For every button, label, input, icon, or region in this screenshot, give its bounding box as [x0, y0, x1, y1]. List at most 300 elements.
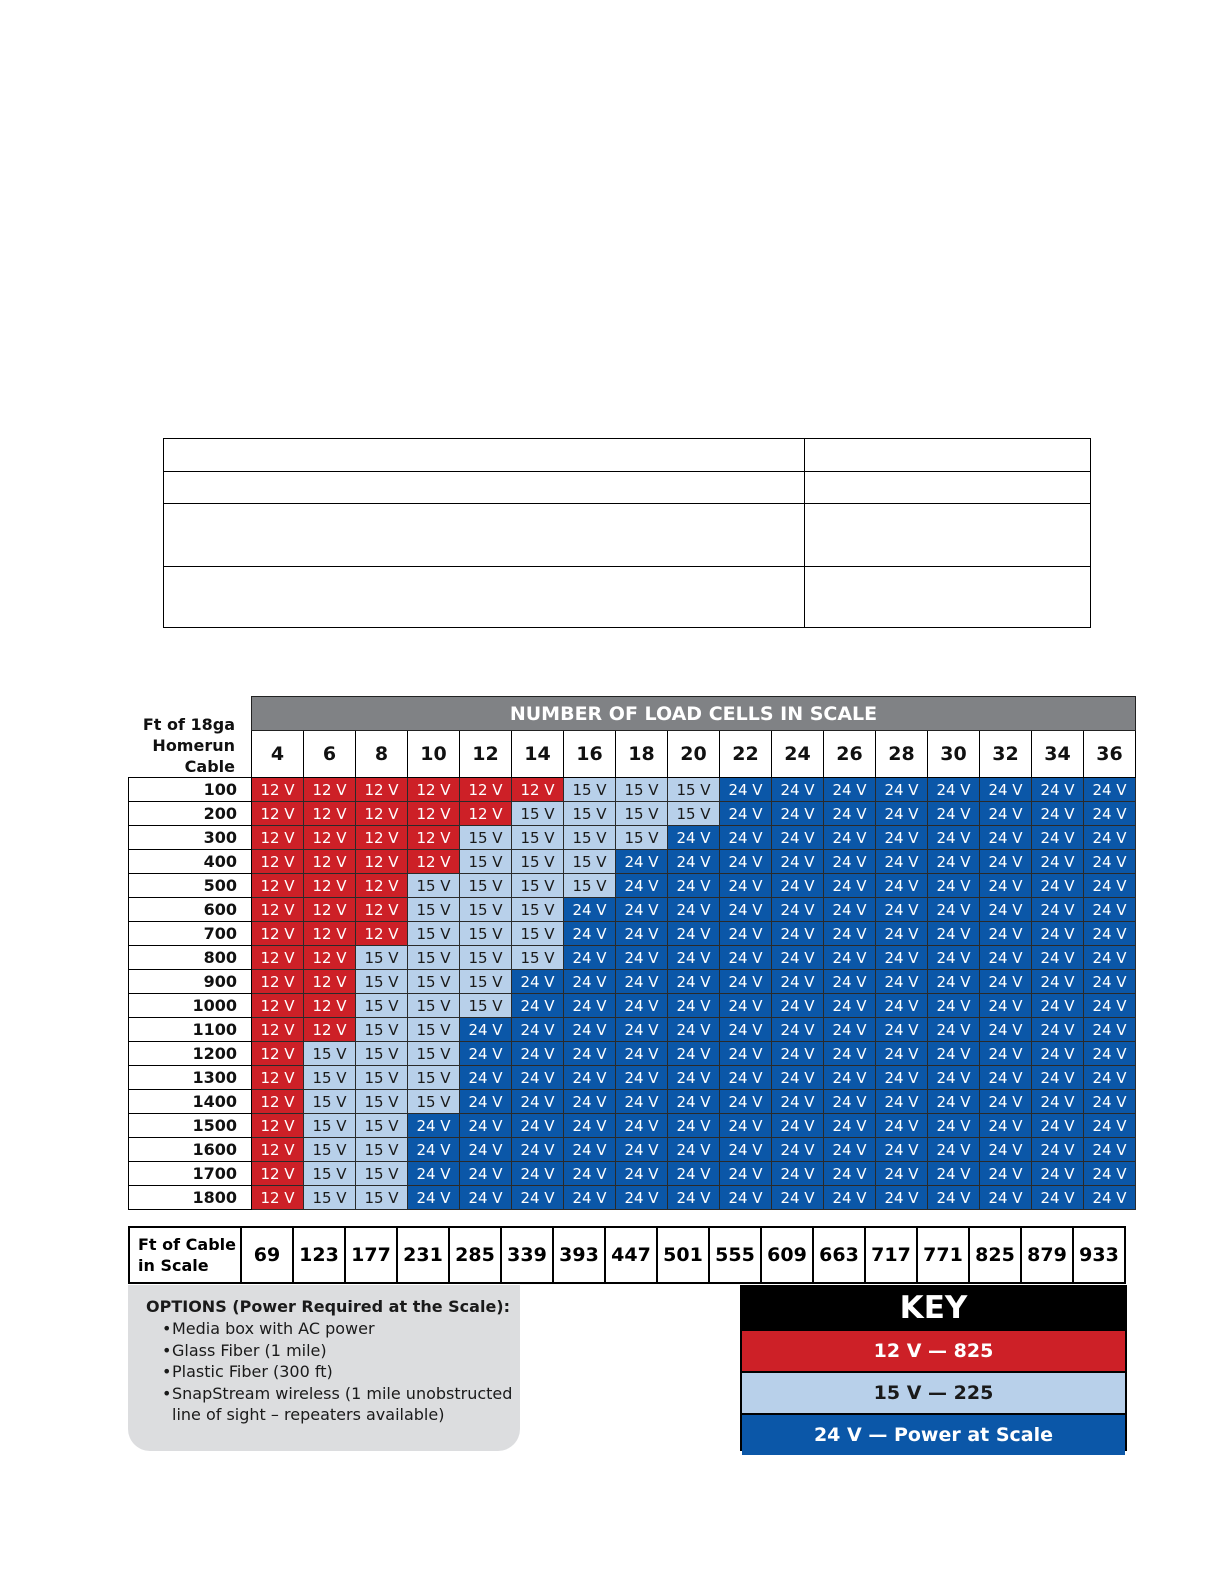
voltage-cell-24v: 24 V: [512, 1090, 564, 1114]
voltage-cell-24v: 24 V: [1032, 994, 1084, 1018]
voltage-cell-12v: 12 V: [304, 1018, 356, 1042]
voltage-cell-24v: 24 V: [772, 850, 824, 874]
voltage-cell-24v: 24 V: [720, 1186, 772, 1210]
voltage-cell-15v: 15 V: [460, 874, 512, 898]
voltage-cell-24v: 24 V: [512, 1162, 564, 1186]
voltage-cell-12v: 12 V: [408, 826, 460, 850]
table-row: [129, 826, 1136, 850]
load-cell-count-header: 4: [252, 731, 304, 778]
voltage-cell-12v: 12 V: [252, 970, 304, 994]
voltage-cell-24v: 24 V: [772, 946, 824, 970]
voltage-cell-12v: 12 V: [252, 898, 304, 922]
voltage-cell-15v: 15 V: [356, 1042, 408, 1066]
voltage-cell-24v: 24 V: [876, 1066, 928, 1090]
voltage-cell-24v: 24 V: [1084, 802, 1136, 826]
cable-length-value: 609: [761, 1227, 813, 1283]
voltage-cell-24v: 24 V: [1084, 1090, 1136, 1114]
cable-row-header: Ft of Cable in Scale: [129, 1227, 241, 1283]
voltage-cell-15v: 15 V: [512, 946, 564, 970]
voltage-cell-24v: 24 V: [824, 922, 876, 946]
table-row: [129, 874, 1136, 898]
cable-length-label: 1700: [129, 1162, 252, 1186]
voltage-cell-15v: 15 V: [460, 850, 512, 874]
voltage-cell-24v: 24 V: [720, 874, 772, 898]
table-row: [129, 922, 1136, 946]
load-cell-count-header: 8: [356, 731, 408, 778]
voltage-cell-24v: 24 V: [1084, 946, 1136, 970]
voltage-cell-24v: 24 V: [564, 994, 616, 1018]
cable-length-label: 100: [129, 778, 252, 802]
voltage-cell-15v: 15 V: [460, 994, 512, 1018]
voltage-cell-15v: 15 V: [512, 922, 564, 946]
voltage-cell-24v: 24 V: [1084, 1018, 1136, 1042]
voltage-cell-12v: 12 V: [408, 778, 460, 802]
axis-title: Ft of 18ga Homerun Cable: [142, 715, 235, 776]
voltage-cell-15v: 15 V: [408, 1018, 460, 1042]
cable-length-value: 879: [1021, 1227, 1073, 1283]
voltage-cell-24v: 24 V: [876, 1162, 928, 1186]
voltage-cell-24v: 24 V: [980, 1162, 1032, 1186]
voltage-cell-12v: 12 V: [512, 778, 564, 802]
blank-form-table: [163, 438, 1091, 628]
load-cell-count-header: 24: [772, 731, 824, 778]
voltage-cell-24v: 24 V: [824, 1114, 876, 1138]
voltage-cell-15v: 15 V: [408, 970, 460, 994]
voltage-cell-12v: 12 V: [252, 1066, 304, 1090]
voltage-cell-24v: 24 V: [928, 994, 980, 1018]
form-cell: [164, 439, 805, 472]
voltage-cell-24v: 24 V: [824, 970, 876, 994]
voltage-cell-24v: 24 V: [772, 1066, 824, 1090]
voltage-cell-12v: 12 V: [304, 946, 356, 970]
voltage-cell-24v: 24 V: [824, 874, 876, 898]
voltage-cell-24v: 24 V: [980, 1042, 1032, 1066]
load-cell-count-header: 32: [980, 731, 1032, 778]
cable-length-value: 933: [1073, 1227, 1125, 1283]
voltage-cell-24v: 24 V: [720, 778, 772, 802]
table-row: [129, 1066, 1136, 1090]
voltage-cell-24v: 24 V: [824, 1162, 876, 1186]
voltage-cell-12v: 12 V: [252, 994, 304, 1018]
voltage-cell-24v: 24 V: [1032, 802, 1084, 826]
cable-length-label: 1300: [129, 1066, 252, 1090]
voltage-cell-24v: 24 V: [772, 922, 824, 946]
voltage-cell-24v: 24 V: [720, 946, 772, 970]
voltage-cell-24v: 24 V: [668, 1186, 720, 1210]
load-cell-count-header: 22: [720, 731, 772, 778]
voltage-cell-15v: 15 V: [408, 1066, 460, 1090]
voltage-cell-12v: 12 V: [252, 874, 304, 898]
options-title: OPTIONS (Power Required at the Scale):: [146, 1297, 510, 1316]
voltage-cell-24v: 24 V: [1032, 1114, 1084, 1138]
voltage-cell-24v: 24 V: [616, 874, 668, 898]
voltage-cell-24v: 24 V: [668, 1018, 720, 1042]
voltage-cell-24v: 24 V: [876, 946, 928, 970]
voltage-cell-15v: 15 V: [356, 1066, 408, 1090]
cable-length-value: 447: [605, 1227, 657, 1283]
voltage-cell-12v: 12 V: [408, 802, 460, 826]
voltage-cell-24v: 24 V: [720, 1042, 772, 1066]
voltage-cell-24v: 24 V: [1032, 970, 1084, 994]
voltage-cell-24v: 24 V: [616, 1114, 668, 1138]
voltage-cell-24v: 24 V: [564, 1138, 616, 1162]
cable-length-label: 700: [129, 922, 252, 946]
voltage-cell-12v: 12 V: [356, 778, 408, 802]
voltage-cell-24v: 24 V: [720, 850, 772, 874]
key-row: 24 V — Power at Scale: [742, 1413, 1125, 1455]
voltage-cell-12v: 12 V: [252, 1114, 304, 1138]
voltage-cell-15v: 15 V: [408, 1090, 460, 1114]
cable-length-label: 300: [129, 826, 252, 850]
cable-length-label: 1200: [129, 1042, 252, 1066]
voltage-cell-24v: 24 V: [512, 1138, 564, 1162]
voltage-cell-15v: 15 V: [304, 1138, 356, 1162]
voltage-cell-24v: 24 V: [668, 1114, 720, 1138]
key-row: 12 V — 825: [742, 1329, 1125, 1371]
load-cell-count-header: 36: [1084, 731, 1136, 778]
voltage-cell-24v: 24 V: [616, 898, 668, 922]
voltage-cell-12v: 12 V: [252, 1090, 304, 1114]
cable-length-value: 339: [501, 1227, 553, 1283]
cable-length-value: 825: [969, 1227, 1021, 1283]
voltage-cell-24v: 24 V: [876, 994, 928, 1018]
form-cell: [164, 504, 805, 566]
voltage-cell-12v: 12 V: [252, 826, 304, 850]
cable-length-value: 717: [865, 1227, 917, 1283]
table-row: [129, 778, 1136, 802]
cable-length-value: 177: [345, 1227, 397, 1283]
voltage-cell-24v: 24 V: [1084, 874, 1136, 898]
voltage-cell-12v: 12 V: [252, 1186, 304, 1210]
voltage-cell-24v: 24 V: [720, 970, 772, 994]
voltage-cell-24v: 24 V: [720, 994, 772, 1018]
voltage-cell-24v: 24 V: [928, 1114, 980, 1138]
voltage-cell-24v: 24 V: [928, 1066, 980, 1090]
table-row: [129, 1090, 1136, 1114]
voltage-cell-24v: 24 V: [772, 994, 824, 1018]
load-cell-count-header: 30: [928, 731, 980, 778]
form-cell: [164, 472, 805, 504]
load-cell-count-header: 20: [668, 731, 720, 778]
cable-length-label: 800: [129, 946, 252, 970]
voltage-cell-24v: 24 V: [1032, 1138, 1084, 1162]
voltage-cell-12v: 12 V: [460, 778, 512, 802]
voltage-cell-24v: 24 V: [720, 1018, 772, 1042]
form-cell: [805, 504, 1091, 566]
voltage-cell-12v: 12 V: [252, 1138, 304, 1162]
voltage-cell-15v: 15 V: [408, 1042, 460, 1066]
voltage-cell-24v: 24 V: [980, 1090, 1032, 1114]
voltage-cell-15v: 15 V: [512, 802, 564, 826]
voltage-cell-24v: 24 V: [824, 1066, 876, 1090]
voltage-cell-24v: 24 V: [668, 1138, 720, 1162]
voltage-cell-12v: 12 V: [252, 946, 304, 970]
voltage-cell-24v: 24 V: [668, 1090, 720, 1114]
voltage-cell-24v: 24 V: [668, 946, 720, 970]
voltage-cell-24v: 24 V: [1032, 1090, 1084, 1114]
voltage-cell-15v: 15 V: [460, 826, 512, 850]
voltage-cell-24v: 24 V: [980, 898, 1032, 922]
voltage-cell-24v: 24 V: [824, 1138, 876, 1162]
cable-length-value: 555: [709, 1227, 761, 1283]
voltage-cell-24v: 24 V: [1084, 1162, 1136, 1186]
voltage-cell-24v: 24 V: [928, 802, 980, 826]
load-cell-count-header: 34: [1032, 731, 1084, 778]
voltage-cell-12v: 12 V: [304, 826, 356, 850]
load-cell-count-header: 16: [564, 731, 616, 778]
voltage-cell-24v: 24 V: [772, 1042, 824, 1066]
cable-length-label: 1500: [129, 1114, 252, 1138]
cable-length-label: 1000: [129, 994, 252, 1018]
voltage-cell-12v: 12 V: [252, 1018, 304, 1042]
voltage-cell-24v: 24 V: [1084, 1066, 1136, 1090]
voltage-cell-15v: 15 V: [356, 1090, 408, 1114]
cable-length-label: 1800: [129, 1186, 252, 1210]
voltage-cell-24v: 24 V: [980, 922, 1032, 946]
voltage-cell-24v: 24 V: [772, 1114, 824, 1138]
voltage-cell-15v: 15 V: [512, 826, 564, 850]
voltage-cell-15v: 15 V: [304, 1162, 356, 1186]
voltage-cell-15v: 15 V: [616, 778, 668, 802]
voltage-cell-24v: 24 V: [980, 778, 1032, 802]
voltage-cell-24v: 24 V: [876, 850, 928, 874]
voltage-cell-15v: 15 V: [616, 802, 668, 826]
voltage-cell-24v: 24 V: [928, 1186, 980, 1210]
voltage-cell-24v: 24 V: [668, 994, 720, 1018]
voltage-cell-24v: 24 V: [460, 1042, 512, 1066]
voltage-cell-24v: 24 V: [876, 970, 928, 994]
voltage-cell-12v: 12 V: [356, 802, 408, 826]
voltage-cell-24v: 24 V: [512, 1114, 564, 1138]
voltage-cell-15v: 15 V: [408, 874, 460, 898]
voltage-cell-24v: 24 V: [564, 1066, 616, 1090]
voltage-cell-24v: 24 V: [1032, 778, 1084, 802]
voltage-cell-15v: 15 V: [512, 850, 564, 874]
voltage-cell-24v: 24 V: [876, 826, 928, 850]
voltage-cell-24v: 24 V: [1084, 1042, 1136, 1066]
option-item: • SnapStream wireless (1 mile unobstructed line of sight – repeaters available): [162, 1383, 520, 1426]
table-row: [129, 994, 1136, 1018]
voltage-cell-15v: 15 V: [304, 1090, 356, 1114]
voltage-cell-24v: 24 V: [772, 1090, 824, 1114]
voltage-cell-24v: 24 V: [928, 826, 980, 850]
voltage-cell-24v: 24 V: [1084, 850, 1136, 874]
load-cell-count-header: 6: [304, 731, 356, 778]
voltage-cell-24v: 24 V: [928, 1042, 980, 1066]
voltage-cell-24v: 24 V: [824, 1018, 876, 1042]
voltage-cell-24v: 24 V: [772, 874, 824, 898]
voltage-cell-24v: 24 V: [408, 1138, 460, 1162]
load-cell-count-header: 10: [408, 731, 460, 778]
voltage-cell-24v: 24 V: [772, 970, 824, 994]
voltage-cell-24v: 24 V: [876, 778, 928, 802]
voltage-cell-15v: 15 V: [408, 898, 460, 922]
voltage-cell-24v: 24 V: [668, 922, 720, 946]
voltage-cell-12v: 12 V: [252, 802, 304, 826]
voltage-cell-24v: 24 V: [720, 1066, 772, 1090]
table-row: [129, 802, 1136, 826]
voltage-cell-24v: 24 V: [928, 922, 980, 946]
voltage-cell-24v: 24 V: [928, 1138, 980, 1162]
voltage-cell-24v: 24 V: [772, 898, 824, 922]
voltage-cell-15v: 15 V: [356, 1114, 408, 1138]
voltage-cell-24v: 24 V: [876, 1138, 928, 1162]
voltage-cell-24v: 24 V: [616, 970, 668, 994]
table-row: [129, 850, 1136, 874]
voltage-cell-15v: 15 V: [564, 850, 616, 874]
voltage-cell-24v: 24 V: [876, 1090, 928, 1114]
voltage-cell-24v: 24 V: [616, 1186, 668, 1210]
cable-length-label: 500: [129, 874, 252, 898]
voltage-cell-15v: 15 V: [356, 970, 408, 994]
form-cell: [805, 472, 1091, 504]
voltage-cell-24v: 24 V: [1084, 970, 1136, 994]
voltage-cell-12v: 12 V: [356, 898, 408, 922]
voltage-cell-24v: 24 V: [1032, 1066, 1084, 1090]
table-row: [129, 970, 1136, 994]
table-row: [129, 1138, 1136, 1162]
voltage-cell-24v: 24 V: [616, 1042, 668, 1066]
cable-length-value: 663: [813, 1227, 865, 1283]
form-cell: [164, 566, 805, 627]
voltage-requirement-grid: [128, 696, 1136, 1210]
voltage-cell-24v: 24 V: [564, 1162, 616, 1186]
voltage-cell-24v: 24 V: [668, 1066, 720, 1090]
voltage-cell-24v: 24 V: [720, 922, 772, 946]
voltage-cell-24v: 24 V: [772, 802, 824, 826]
voltage-cell-15v: 15 V: [304, 1042, 356, 1066]
voltage-cell-24v: 24 V: [772, 826, 824, 850]
voltage-cell-24v: 24 V: [824, 778, 876, 802]
voltage-cell-24v: 24 V: [460, 1138, 512, 1162]
voltage-cell-24v: 24 V: [564, 922, 616, 946]
voltage-cell-24v: 24 V: [408, 1186, 460, 1210]
voltage-cell-24v: 24 V: [928, 1162, 980, 1186]
table-row: [129, 946, 1136, 970]
voltage-cell-24v: 24 V: [1084, 922, 1136, 946]
voltage-cell-24v: 24 V: [564, 946, 616, 970]
voltage-cell-24v: 24 V: [928, 898, 980, 922]
voltage-cell-24v: 24 V: [720, 1138, 772, 1162]
form-cell: [805, 566, 1091, 627]
voltage-cell-24v: 24 V: [1032, 898, 1084, 922]
cable-in-scale-table: [128, 1226, 1126, 1284]
table-row: [129, 1018, 1136, 1042]
voltage-cell-15v: 15 V: [356, 994, 408, 1018]
load-cell-count-header: 28: [876, 731, 928, 778]
voltage-cell-24v: 24 V: [980, 1186, 1032, 1210]
voltage-cell-24v: 24 V: [408, 1114, 460, 1138]
voltage-cell-24v: 24 V: [928, 1018, 980, 1042]
voltage-cell-12v: 12 V: [252, 1162, 304, 1186]
voltage-cell-24v: 24 V: [980, 946, 1032, 970]
options-panel: [128, 1285, 520, 1451]
voltage-cell-24v: 24 V: [460, 1090, 512, 1114]
option-item: • Plastic Fiber (300 ft): [162, 1361, 520, 1383]
cable-length-value: 771: [917, 1227, 969, 1283]
voltage-cell-24v: 24 V: [980, 1114, 1032, 1138]
voltage-cell-24v: 24 V: [408, 1162, 460, 1186]
voltage-cell-12v: 12 V: [252, 778, 304, 802]
voltage-cell-24v: 24 V: [928, 946, 980, 970]
voltage-cell-24v: 24 V: [616, 922, 668, 946]
voltage-cell-15v: 15 V: [304, 1066, 356, 1090]
key-title: KEY: [742, 1287, 1125, 1329]
voltage-cell-24v: 24 V: [824, 850, 876, 874]
voltage-cell-15v: 15 V: [616, 826, 668, 850]
cable-length-label: 1400: [129, 1090, 252, 1114]
voltage-cell-24v: 24 V: [1084, 994, 1136, 1018]
voltage-cell-24v: 24 V: [1084, 778, 1136, 802]
voltage-cell-24v: 24 V: [668, 1042, 720, 1066]
voltage-cell-24v: 24 V: [1032, 1186, 1084, 1210]
voltage-cell-24v: 24 V: [980, 802, 1032, 826]
voltage-cell-15v: 15 V: [460, 922, 512, 946]
voltage-cell-24v: 24 V: [1032, 850, 1084, 874]
voltage-cell-24v: 24 V: [1084, 1114, 1136, 1138]
voltage-cell-15v: 15 V: [356, 1138, 408, 1162]
voltage-cell-24v: 24 V: [564, 1042, 616, 1066]
cable-length-value: 393: [553, 1227, 605, 1283]
voltage-cell-24v: 24 V: [720, 1090, 772, 1114]
load-cell-count-header: 12: [460, 731, 512, 778]
voltage-cell-24v: 24 V: [1032, 1018, 1084, 1042]
voltage-cell-24v: 24 V: [512, 1018, 564, 1042]
voltage-cell-24v: 24 V: [512, 970, 564, 994]
voltage-cell-24v: 24 V: [616, 1090, 668, 1114]
voltage-cell-12v: 12 V: [304, 898, 356, 922]
voltage-cell-12v: 12 V: [252, 1042, 304, 1066]
voltage-cell-24v: 24 V: [512, 1042, 564, 1066]
voltage-cell-24v: 24 V: [460, 1186, 512, 1210]
table-row: [129, 1042, 1136, 1066]
voltage-cell-24v: 24 V: [668, 874, 720, 898]
voltage-cell-15v: 15 V: [356, 1162, 408, 1186]
voltage-cell-24v: 24 V: [616, 1138, 668, 1162]
voltage-cell-15v: 15 V: [408, 994, 460, 1018]
voltage-cell-24v: 24 V: [824, 898, 876, 922]
voltage-cell-24v: 24 V: [876, 1114, 928, 1138]
table-row: [129, 1186, 1136, 1210]
voltage-cell-24v: 24 V: [928, 850, 980, 874]
table-row: [129, 1114, 1136, 1138]
cable-length-label: 200: [129, 802, 252, 826]
voltage-cell-12v: 12 V: [408, 850, 460, 874]
form-cell: [805, 439, 1091, 472]
cable-length-value: 123: [293, 1227, 345, 1283]
voltage-cell-24v: 24 V: [1084, 898, 1136, 922]
voltage-cell-15v: 15 V: [564, 826, 616, 850]
voltage-cell-24v: 24 V: [616, 850, 668, 874]
voltage-cell-24v: 24 V: [876, 1018, 928, 1042]
voltage-cell-24v: 24 V: [980, 850, 1032, 874]
voltage-cell-24v: 24 V: [460, 1066, 512, 1090]
voltage-cell-24v: 24 V: [772, 1186, 824, 1210]
voltage-cell-24v: 24 V: [876, 802, 928, 826]
load-cell-count-header: 18: [616, 731, 668, 778]
voltage-cell-24v: 24 V: [824, 1090, 876, 1114]
option-item: • Media box with AC power: [162, 1318, 520, 1340]
voltage-cell-24v: 24 V: [1084, 1186, 1136, 1210]
voltage-cell-24v: 24 V: [668, 970, 720, 994]
voltage-cell-24v: 24 V: [564, 1018, 616, 1042]
load-cell-count-header: 26: [824, 731, 876, 778]
voltage-cell-24v: 24 V: [668, 826, 720, 850]
voltage-cell-24v: 24 V: [720, 1114, 772, 1138]
voltage-cell-15v: 15 V: [564, 874, 616, 898]
voltage-cell-24v: 24 V: [876, 874, 928, 898]
voltage-cell-24v: 24 V: [668, 898, 720, 922]
